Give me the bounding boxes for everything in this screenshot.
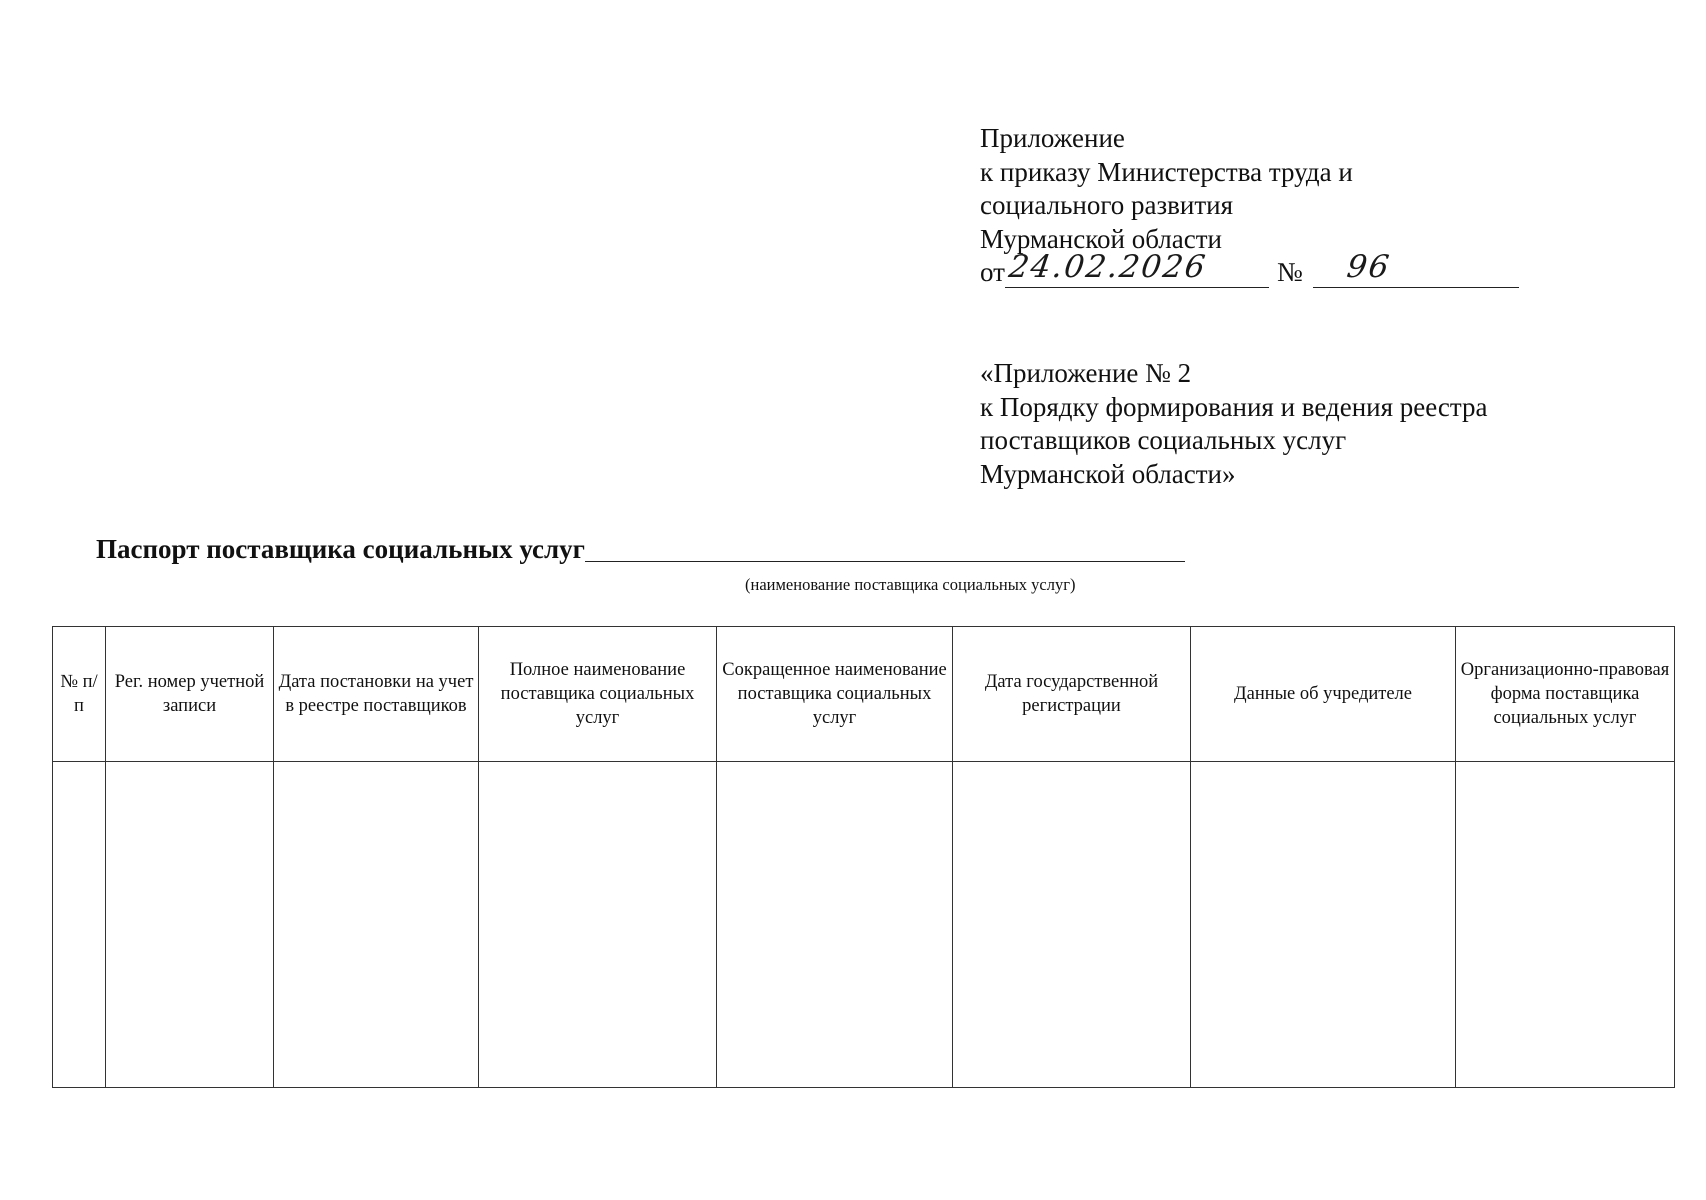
number-sign: № <box>1276 257 1303 287</box>
attachment-block <box>980 122 1519 290</box>
order-date-field <box>1005 249 1269 288</box>
table-cell <box>1456 762 1675 1088</box>
table-cell <box>717 762 953 1088</box>
table-cell <box>1191 762 1456 1088</box>
header-cell-full-name: Полное наименование поставщика социальных услуг <box>479 627 717 762</box>
handwritten-date: 24.02.2026 <box>1006 249 1210 285</box>
annex-2-block <box>980 357 1488 491</box>
table-cell <box>106 762 274 1088</box>
annex-line: «Приложение № 2 <box>980 358 1192 388</box>
handwritten-number: 96 <box>1344 249 1393 285</box>
attachment-line: к приказу Министерства труда и <box>980 156 1353 187</box>
provider-name-caption: (наименование поставщика социальных услуг) <box>745 575 1076 594</box>
order-date-number-line <box>980 249 1519 290</box>
date-prefix: от <box>980 257 1005 287</box>
table-row <box>53 762 1675 1088</box>
table-cell <box>53 762 106 1088</box>
annex-line: к Порядку формирования и ведения реестра <box>980 391 1488 422</box>
header-cell-number: № п/п <box>53 627 106 762</box>
header-cell-state-registration-date: Дата государственной регистрации <box>953 627 1191 762</box>
passport-heading <box>96 534 1185 565</box>
passport-table <box>52 626 1675 1088</box>
header-cell-founder-data: Данные об учредителе <box>1191 627 1456 762</box>
table-cell <box>953 762 1191 1088</box>
attachment-line: Приложение <box>980 123 1125 153</box>
header-cell-short-name: Сокращенное наименование поставщика социальных услуг <box>717 627 953 762</box>
order-number-field <box>1313 249 1519 288</box>
table-cell <box>274 762 479 1088</box>
passport-title: Паспорт поставщика социальных услуг <box>96 534 585 564</box>
attachment-line: Мурманской области <box>980 223 1222 254</box>
header-cell-reg-number: Рег. номер учетной записи <box>106 627 274 762</box>
header-cell-registration-date: Дата постановки на учет в реестре поставщиков <box>274 627 479 762</box>
table-cell <box>479 762 717 1088</box>
table-header-row <box>53 627 1675 762</box>
header-cell-legal-form: Организационно-правовая форма поставщика социальных услуг <box>1456 627 1675 762</box>
provider-name-line <box>585 541 1185 562</box>
attachment-line: социального развития <box>980 190 1234 220</box>
annex-line: поставщиков социальных услуг <box>980 425 1347 455</box>
annex-line: Мурманской области» <box>980 458 1236 489</box>
